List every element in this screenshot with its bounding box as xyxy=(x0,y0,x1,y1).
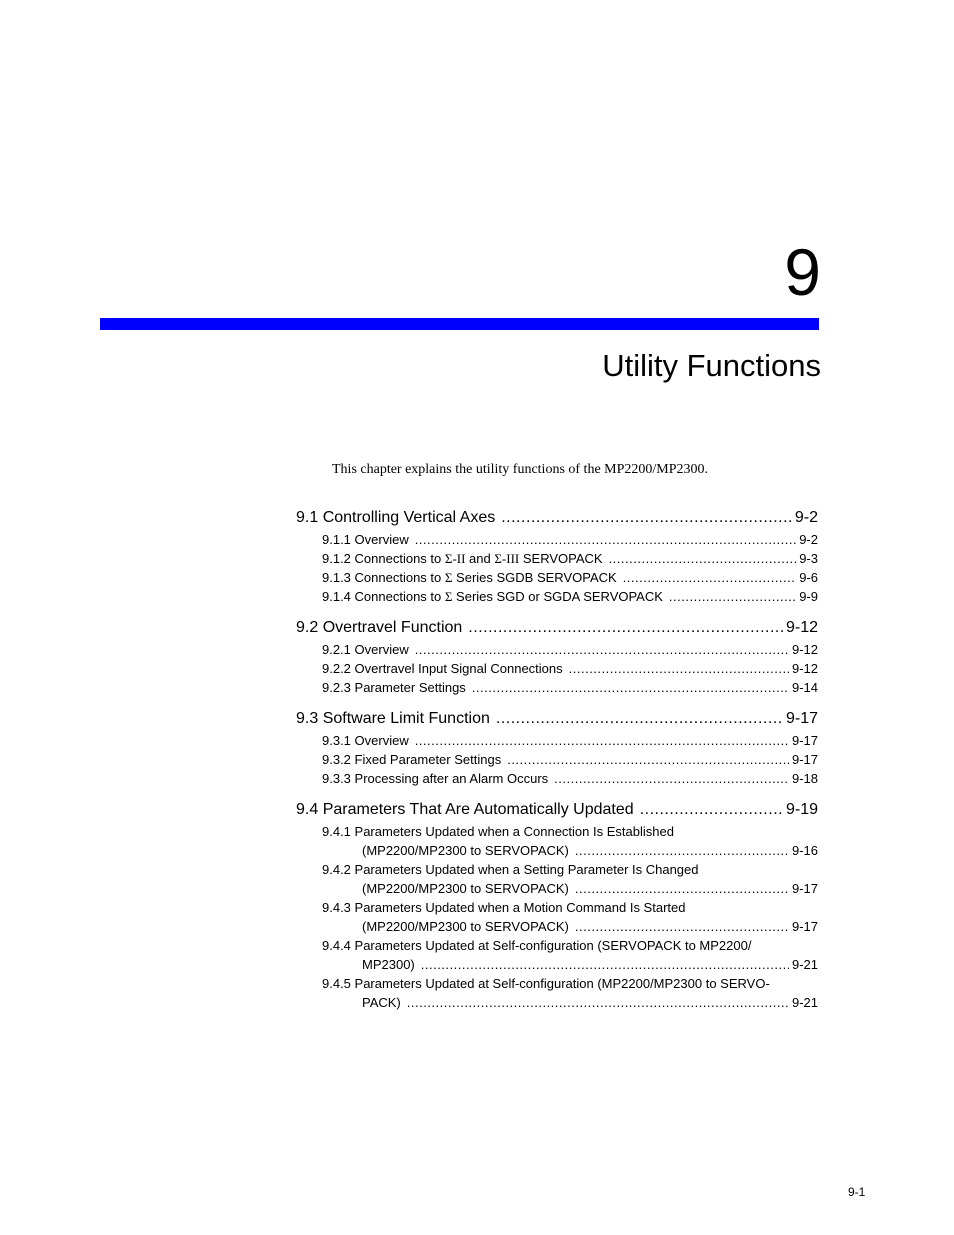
toc-entry-9-4-4[interactable] xyxy=(296,936,818,974)
sigma-symbol: Σ xyxy=(444,589,453,604)
toc-leader xyxy=(575,879,789,898)
toc-leader xyxy=(554,769,789,788)
toc-entry-9-1-3[interactable] xyxy=(296,568,818,587)
toc-entry-label-cont: MP2300) xyxy=(362,957,415,972)
toc-section-9-3 xyxy=(296,707,818,788)
toc-entry-9-3[interactable] xyxy=(296,707,818,731)
sigma-symbol: Σ-III xyxy=(494,551,520,566)
toc-leader xyxy=(421,955,789,974)
toc-entry-9-2[interactable] xyxy=(296,616,818,640)
toc-entry-page: 9-6 xyxy=(799,570,818,585)
toc-leader xyxy=(575,841,789,860)
toc-leader xyxy=(507,750,789,769)
toc-entry-9-4-3[interactable] xyxy=(296,898,818,936)
toc-leader xyxy=(569,659,789,678)
toc-entry-label xyxy=(322,587,663,606)
toc-entry-9-4[interactable] xyxy=(296,798,818,822)
toc-entry-page: 9-17 xyxy=(791,919,818,934)
toc-leader xyxy=(609,549,797,568)
chapter-intro: This chapter explains the utility functions of the MP2200/MP2300. xyxy=(332,462,709,477)
toc-leader xyxy=(640,798,783,822)
toc-entry-9-1-2[interactable] xyxy=(296,549,818,568)
toc-entry-label: 9.2 Overtravel Function xyxy=(296,619,463,636)
toc-entry-page: 9-9 xyxy=(799,589,818,604)
toc-leader xyxy=(472,678,789,697)
toc-label-part: 9.1.4 Connections to xyxy=(322,589,445,604)
toc-entry-9-2-3[interactable] xyxy=(296,678,818,697)
toc-leader xyxy=(468,616,783,640)
toc-entry-continuation xyxy=(296,917,818,936)
toc-entry-label: 9.3 Software Limit Function xyxy=(296,710,490,727)
toc-entry-label: 9.4.5 Parameters Updated at Self-configuration (MP2200/MP2300 to SERVO- xyxy=(322,976,770,991)
toc-entry-page: 9-18 xyxy=(791,771,818,786)
toc-entry-label-cont: (MP2200/MP2300 to SERVOPACK) xyxy=(362,881,569,896)
toc-entry-label: 9.3.3 Processing after an Alarm Occurs xyxy=(322,771,549,786)
toc-leader xyxy=(415,731,789,750)
toc-entry-label: 9.2.1 Overview xyxy=(322,642,409,657)
toc-entry-label: 9.1 Controlling Vertical Axes xyxy=(296,509,496,526)
toc-entry-9-1-4[interactable] xyxy=(296,587,818,606)
toc-section-9-1 xyxy=(296,506,818,606)
toc-entry-9-1-1[interactable] xyxy=(296,530,818,549)
toc-entry-page: 9-12 xyxy=(791,661,818,676)
toc-leader xyxy=(575,917,789,936)
toc-entry-label: 9.3.2 Fixed Parameter Settings xyxy=(322,752,502,767)
toc-entry-label-cont: (MP2200/MP2300 to SERVOPACK) xyxy=(362,843,569,858)
toc-label-part: and xyxy=(465,551,495,566)
toc-entry-9-2-2[interactable] xyxy=(296,659,818,678)
toc-entry-label: 9.3.1 Overview xyxy=(322,733,409,748)
toc-entry-label: 9.4.2 Parameters Updated when a Setting Parameter Is Changed xyxy=(322,862,699,877)
toc-leader xyxy=(415,530,797,549)
toc-entry-label-cont: (MP2200/MP2300 to SERVOPACK) xyxy=(362,919,569,934)
table-of-contents xyxy=(296,506,818,1022)
toc-entry-page: 9-3 xyxy=(799,551,818,566)
toc-entry-9-1[interactable] xyxy=(296,506,818,530)
toc-entry-page: 9-21 xyxy=(791,957,818,972)
toc-leader xyxy=(501,506,792,530)
toc-section-9-4 xyxy=(296,798,818,1012)
toc-entry-label: 9.4.4 Parameters Updated at Self-configuration (SERVOPACK to MP2200/ xyxy=(322,938,752,953)
toc-leader xyxy=(407,993,789,1012)
toc-leader xyxy=(415,640,789,659)
toc-leader xyxy=(496,707,783,731)
toc-entry-label: 9.4 Parameters That Are Automatically Updated xyxy=(296,801,634,818)
sigma-symbol: Σ xyxy=(444,570,453,585)
toc-label-part: 9.1.2 Connections to xyxy=(322,551,445,566)
toc-entry-9-4-5[interactable] xyxy=(296,974,818,1012)
toc-entry-9-3-1[interactable] xyxy=(296,731,818,750)
toc-label-part: Series SGDB SERVOPACK xyxy=(452,570,617,585)
toc-entry-continuation xyxy=(296,841,818,860)
chapter-title: Utility Functions xyxy=(602,348,821,383)
toc-entry-9-4-1[interactable] xyxy=(296,822,818,860)
toc-entry-page: 9-12 xyxy=(785,619,818,636)
toc-entry-page: 9-12 xyxy=(791,642,818,657)
toc-entry-page: 9-17 xyxy=(785,710,818,727)
toc-entry-label: 9.4.1 Parameters Updated when a Connection Is Established xyxy=(322,824,674,839)
toc-entry-page: 9-17 xyxy=(791,733,818,748)
toc-section-9-2 xyxy=(296,616,818,697)
toc-label-part: Series SGD or SGDA SERVOPACK xyxy=(452,589,663,604)
toc-entry-label xyxy=(322,568,617,587)
toc-entry-continuation xyxy=(296,955,818,974)
toc-entry-page: 9-2 xyxy=(799,532,818,547)
page-number: 9-1 xyxy=(848,1185,866,1199)
toc-leader xyxy=(669,587,796,606)
toc-label-part: SERVOPACK xyxy=(519,551,603,566)
chapter-number: 9 xyxy=(784,235,821,309)
toc-entry-page: 9-17 xyxy=(791,752,818,767)
toc-entry-label: 9.2.3 Parameter Settings xyxy=(322,680,466,695)
toc-entry-page: 9-19 xyxy=(785,801,818,818)
toc-entry-page: 9-17 xyxy=(791,881,818,896)
toc-label-part: 9.1.3 Connections to xyxy=(322,570,445,585)
toc-entry-label-cont: PACK) xyxy=(362,995,401,1010)
toc-entry-page: 9-2 xyxy=(794,509,818,526)
toc-entry-continuation xyxy=(296,993,818,1012)
sigma-symbol: Σ-II xyxy=(444,551,466,566)
toc-entry-9-3-3[interactable] xyxy=(296,769,818,788)
toc-entry-continuation xyxy=(296,879,818,898)
toc-entry-page: 9-16 xyxy=(791,843,818,858)
chapter-bar xyxy=(100,318,819,330)
toc-entry-9-4-2[interactable] xyxy=(296,860,818,898)
toc-entry-label xyxy=(322,549,603,568)
toc-leader xyxy=(623,568,797,587)
toc-entry-9-2-1[interactable] xyxy=(296,640,818,659)
toc-entry-page: 9-14 xyxy=(791,680,818,695)
toc-entry-page: 9-21 xyxy=(791,995,818,1010)
toc-entry-9-3-2[interactable] xyxy=(296,750,818,769)
toc-entry-label: 9.2.2 Overtravel Input Signal Connections xyxy=(322,661,563,676)
toc-entry-label: 9.1.1 Overview xyxy=(322,532,409,547)
toc-entry-label: 9.4.3 Parameters Updated when a Motion Command Is Started xyxy=(322,900,686,915)
